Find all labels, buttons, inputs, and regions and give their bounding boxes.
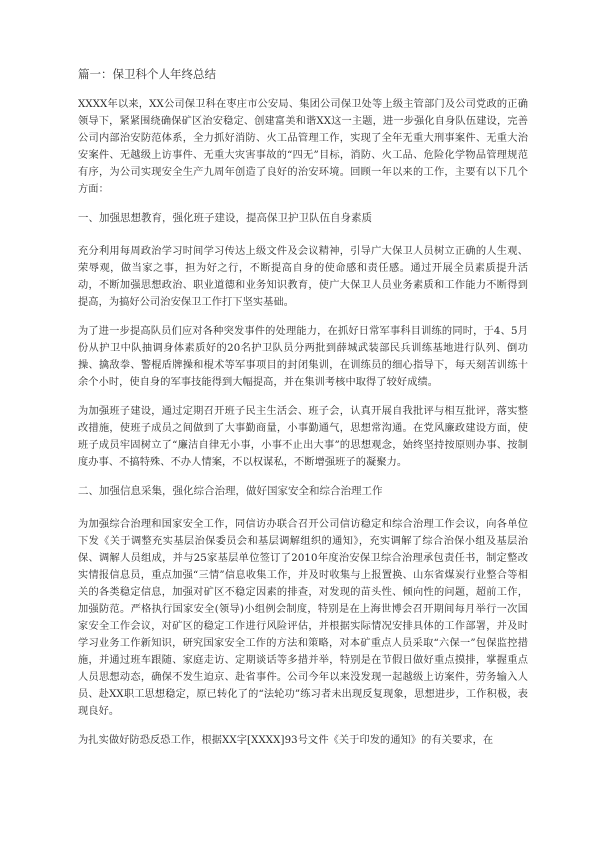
document-title: 篇一：保卫科个人年终总结 (78, 67, 216, 81)
section-1-paragraph-1: 充分利用每周政治学习时间学习传达上级文件及会议精神，引导广大保卫人员树立正确的人生观、荣辱观，做当家之事，担为好之行，不断提高自身的使命感和责任感。通过开展全员素质提升活动，不断加强思想政治、职业道德和业务知识教育，使广大保卫人员业务素质和工作能力不断得到提高，为搞好公司治安保卫工作打下坚实基础。 (78, 246, 528, 308)
section-1-paragraph-3: 为加强班子建设，通过定期召开班子民主生活会、班子会，认真开展自我批评与相互批评，落实整改措施，使班子成员之间做到了大事勤商量，小事勤通气，思想常沟通。在党风廉政建设方面，使班子成员牢固树立了“廉洁自律无小事，小事不止出大事”的思想观念，始终坚持按原则办事、按制度办事、不搞特殊、不办人情案，不以权谋私，不断增强班子的凝聚力。 (78, 406, 528, 468)
section-1-paragraph-2: 为了进一步提高队员们应对各种突发事件的处理能力，在抓好日常军事科目训练的同时，于4、5月份从护卫中队抽调身体素质好的20名护卫队员分两批到薛城武装部民兵训练基地进行队列、倒功操、擒敌拳、警棍盾牌操和棍术等军事项目的封闭集训，在训练员的细心指导下，每天刻苦训练十余个小时，使自身的军事技能得到大幅提高，并在集训考核中取得了较好成绩。 (78, 326, 528, 388)
section-2-heading: 二、加强信息采集，强化综合治理，做好国家安全和综合治理工作 (78, 485, 383, 497)
intro-paragraph: XXXX年以来，XX公司保卫科在枣庄市公安局、集团公司保卫处等上级主管部门及公司党政的正确领导下，紧紧围绕确保矿区治安稳定、创建富美和谐XX这一主题，进一步强化自身队伍建设，完善公司内部治安防范体系，全力抓好消防、火工品管理工作，实现了全年无重大刑事案件、无重大治安案件、无越级上访事件、无重大灾害事故的“四无”目标，消防、火工品、危险化学物品管理规范有序，为公司实现安全生产九周年创造了良好的治安环境。回顾一年以来的工作，主要有以下几个方面： (78, 99, 528, 195)
document-page (78, 66, 528, 761)
section-2-paragraph-2: 为扎实做好防恐反恐工作，根据XX字[XXXX]93号文件《关于印发的通知》的有关要求，在 (78, 735, 494, 746)
section-2-paragraph-1: 为加强综合治理和国家安全工作，同信访办联合召开公司信访稳定和综合治理工作会议，向各单位下发《关于调整充实基层治保委员会和基层调解组织的通知》，充实调解了综合治保小组及基层治保、调解人员组成，并与25家基层单位签订了2010年度治安保卫综合治理承包责任书，制定整改实情报信息员，重点加强“三情”信息收集工作，并及时收集与上报置换、山东省煤炭行业整合等相关的各类稳定信息，加强对矿区不稳定因素的排查，对发现的苗头性、倾向性的问题，超前工作，加强防范。严格执行国家安全(领导)小组例会制度，特别是在上海世博会召开期间每月举行一次国家安全工作会议，对矿区的稳定工作进行风险评估，并根据实际情况安排具体的工作部署，并及时学习业务工作新知识，研究国家安全工作的方法和策略，对本矿重点人员采取“六保一”包保监控措施，并通过班车跟随、家庭走访、定期谈话等多措并举，特别是在节假日做好重点摸排，掌握重点人员思想动态，确保不发生迫京、赴省事件。公司今年以来没发现一起越级上访案件，劳务输入人员、赴XX职工思想稳定，原已转化了的“法轮功”练习者未出现反复现象，思想进步，工作积极，表现良好。 (78, 519, 528, 717)
section-1-heading: 一、加强思想教育，强化班子建设，提高保卫护卫队伍自身素质 (78, 212, 372, 224)
